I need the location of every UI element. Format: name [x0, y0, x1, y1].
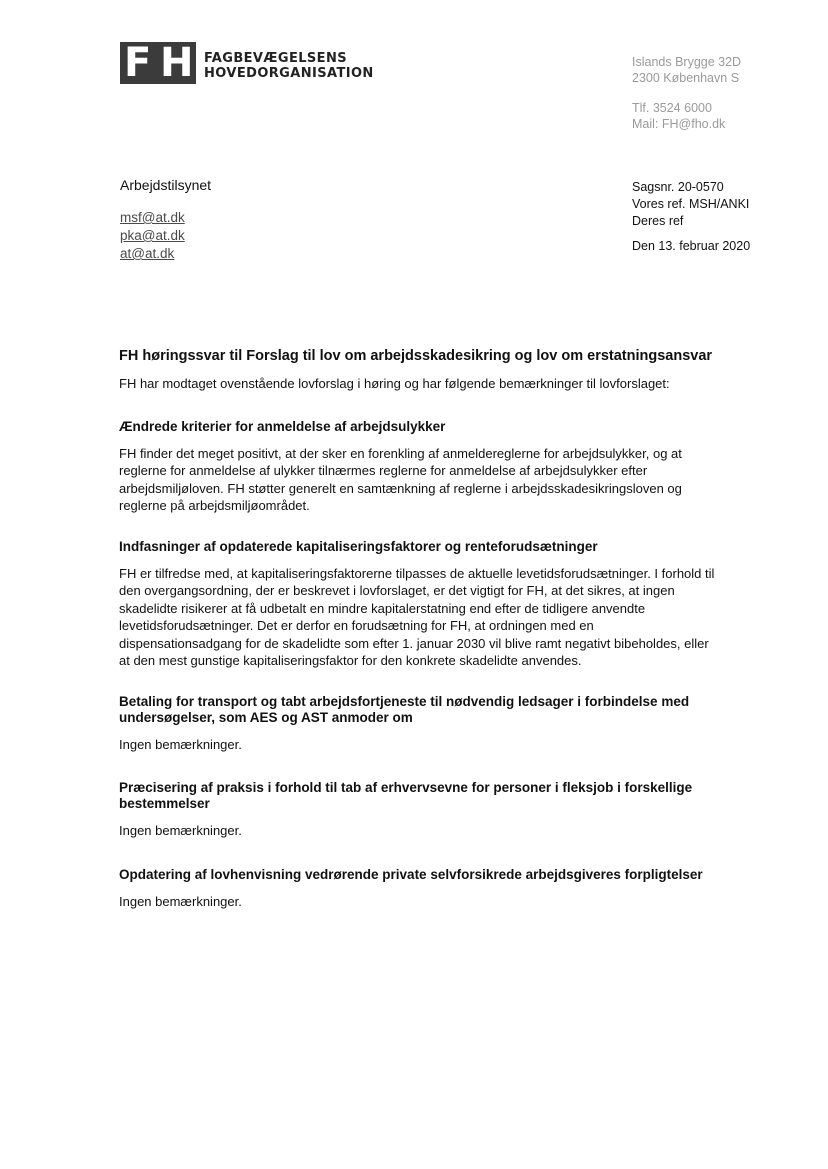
section-body: FH er tilfredse med, at kapitaliseringsfaktorerne tilpasses de aktuelle levetidsforudsætninger. I forhold til den overgangsordning, der er beskrevet i lovforslaget, er det vigtigt for FH, at det sikres, at ingen skadelidte risikerer at få udbetalt en mindre kapitalerstatning end efter de tidligere anvendte levetidsforudsætninger. Det er derfor en forudsætning for FH, at ordningen med en dispensationsadgang for de skadelidte som efter 1. januar 2030 vil blive ramt negativt bibeholdes, eller at den mest gunstige kapitaliseringsfaktor for den konkrete skadelidte anvendes.: [119, 565, 715, 668]
sender-address: [632, 54, 741, 132]
section-heading: Ændrede kriterier for anmeldelse af arbejdsulykker: [119, 418, 446, 434]
sender-mail: Mail: FH@fho.dk: [632, 117, 726, 131]
section-heading: Betaling for transport og tabt arbejdsfortjeneste til nødvendig ledsager i forbindelse med undersøgelser, som AES og AST anmoder om: [119, 693, 690, 725]
sender-city: 2300 København S: [632, 71, 740, 85]
section: [119, 539, 717, 670]
email-link[interactable]: pka@at.dk: [120, 228, 185, 243]
fh-logo-mark: [120, 42, 196, 84]
section: [119, 867, 717, 911]
your-reference: Deres ref: [632, 214, 684, 228]
letter-body: [119, 348, 717, 937]
email-link[interactable]: msf@at.dk: [120, 210, 185, 225]
logo-letter-h: H: [160, 40, 194, 86]
email-link[interactable]: at@at.dk: [120, 246, 175, 261]
section-body: Ingen bemærkninger.: [119, 736, 242, 752]
section-body: Ingen bemærkninger.: [119, 823, 242, 838]
logo-wordmark: [204, 51, 374, 81]
section-heading: Indfasninger af opdaterede kapitaliseringsfaktorer og renteforudsætninger: [119, 538, 598, 554]
logo-letter-f: F: [124, 40, 152, 86]
section: [119, 419, 717, 515]
letter-title: FH høringssvar til Forslag til lov om arbejdsskadesikring og lov om erstatningsansvar: [119, 348, 713, 364]
reference-block: [632, 179, 749, 230]
case-number: Sagsnr. 20-0570: [632, 180, 724, 194]
our-reference: Vores ref. MSH/ANKI: [632, 197, 750, 211]
section-heading: Opdatering af lovhenvisning vedrørende private selvforsikrede arbejdsgiveres forpligtelser: [119, 866, 703, 882]
section-body: Ingen bemærkninger.: [119, 893, 242, 909]
sender-street: Islands Brygge 32D: [632, 55, 742, 69]
section: [119, 694, 717, 754]
logo-line-1: FAGBEVÆGELSENS: [204, 51, 347, 66]
section: [119, 780, 717, 840]
section-body: FH finder det meget positivt, at der sker en forenkling af anmeldereglerne for arbejdsulykker, og at reglerne for anmeldelse af ulykker tilnærmes reglerne for anmeldelse af arbejdsulykker efter arbejdsmiljøloven. FH støtter generelt en samtænkning af reglerne i arbejdsskadesikringsloven og reglerne på arbejdsmiljøområdet.: [119, 445, 682, 513]
logo-line-2: HOVEDORGANISATION: [204, 66, 374, 81]
section-heading: Præcisering af praksis i forhold til tab af erhvervsevne for personer i fleksjob i forskellige bestemmelser: [119, 780, 693, 811]
letter-date: Den 13. februar 2020: [632, 239, 751, 253]
intro-paragraph: FH har modtaget ovenstående lovforslag i høring og har følgende bemærkninger til lovforslaget:: [119, 376, 670, 391]
sender-phone: Tlf. 3524 6000: [632, 101, 712, 115]
recipient-emails: [120, 209, 185, 263]
recipient-name: Arbejdstilsynet: [120, 177, 212, 193]
